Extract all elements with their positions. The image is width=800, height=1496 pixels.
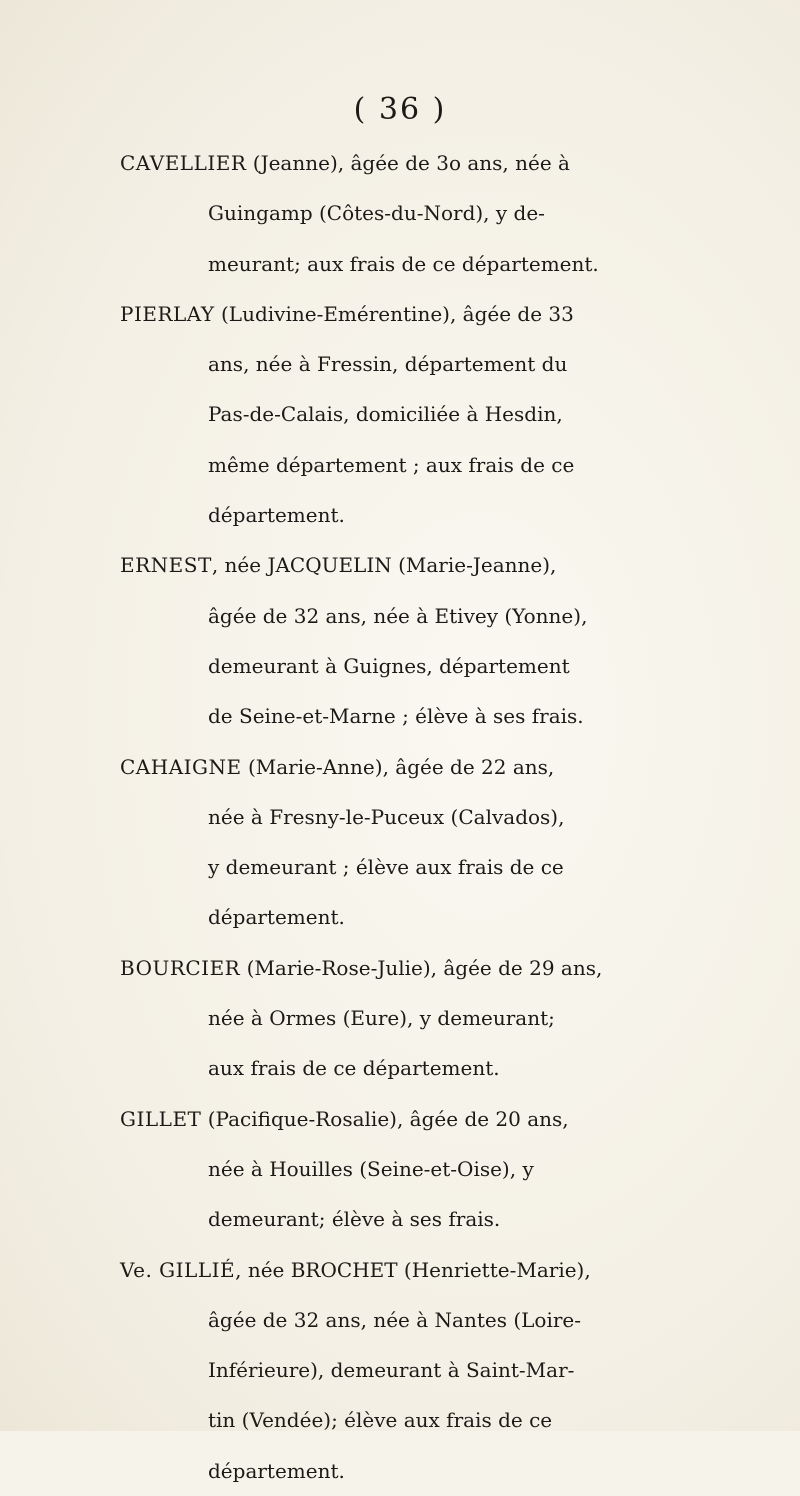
entry-first-line — [0, 138, 800, 188]
entry-text: aux frais de ce département. — [208, 1056, 500, 1081]
entry-continuation-line — [0, 892, 800, 942]
entry-text: âgée de 32 ans, née à Nantes (Loire- — [208, 1307, 582, 1332]
register-entry — [0, 1245, 800, 1496]
entry-text: , née BROCHET (Henriette-Marie), — [235, 1257, 591, 1282]
register-entry — [0, 138, 800, 289]
entry-surname: BOURCIER — [120, 955, 241, 980]
entry-text: Pas-de-Calais, domiciliée à Hesdin, — [208, 402, 563, 427]
entry-first-line — [0, 742, 800, 792]
entry-text: née à Ormes (Eure), y demeurant; — [208, 1006, 555, 1031]
entry-continuation-line — [0, 188, 800, 238]
entry-continuation-line — [0, 993, 800, 1043]
entry-text: demeurant à Guignes, département — [208, 653, 570, 678]
entry-continuation-line — [0, 1446, 800, 1496]
entry-continuation-line — [0, 239, 800, 289]
entry-continuation-line — [0, 792, 800, 842]
entry-surname: Ve. GILLIÉ — [120, 1257, 236, 1282]
entry-first-line — [0, 289, 800, 339]
entry-text: (Pacifique-Rosalie), âgée de 20 ans, — [201, 1106, 569, 1131]
entry-continuation-line — [0, 641, 800, 691]
entry-text: département. — [208, 1458, 345, 1483]
entry-continuation-line — [0, 1194, 800, 1244]
entry-text: (Marie-Rose-Julie), âgée de 29 ans, — [240, 955, 603, 980]
entry-text: (Marie-Anne), âgée de 22 ans, — [241, 754, 555, 779]
entry-text: meurant; aux frais de ce département. — [208, 251, 599, 276]
register-entry — [0, 289, 800, 540]
entry-surname: CAHAIGNE — [120, 754, 242, 779]
entry-continuation-line — [0, 691, 800, 741]
entry-text: département. — [208, 503, 345, 528]
entry-text: née à Houilles (Seine-et-Oise), y — [208, 1156, 534, 1181]
register-entry — [0, 540, 800, 741]
entry-continuation-line — [0, 1144, 800, 1194]
entry-surname: PIERLAY — [120, 301, 215, 326]
entry-first-line — [0, 540, 800, 590]
register-entry — [0, 742, 800, 943]
entry-text: âgée de 32 ans, née à Etivey (Yonne), — [208, 603, 588, 628]
entry-continuation-line — [0, 1395, 800, 1445]
page-number: ( 36 ) — [353, 92, 447, 127]
entry-text: (Ludivine-Emérentine), âgée de 33 — [214, 301, 574, 326]
entry-continuation-line — [0, 591, 800, 641]
entry-continuation-line — [0, 490, 800, 540]
entry-text: même département ; aux frais de ce — [208, 452, 575, 477]
register-entry — [0, 1094, 800, 1245]
entry-text: , née JACQUELIN (Marie-Jeanne), — [211, 553, 557, 578]
entry-continuation-line — [0, 389, 800, 439]
entry-surname: ERNEST — [120, 553, 212, 578]
entry-text: née à Fresny-le-Puceux (Calvados), — [208, 804, 565, 829]
entry-text: tin (Vendée); élève aux frais de ce — [208, 1408, 553, 1433]
entry-first-line — [0, 943, 800, 993]
entry-text: ans, née à Fressin, département du — [208, 352, 568, 377]
entry-first-line — [0, 1245, 800, 1295]
entry-continuation-line — [0, 440, 800, 490]
entry-text: demeurant; élève à ses frais. — [208, 1207, 501, 1232]
entry-text: (Jeanne), âgée de 3o ans, née à — [246, 151, 570, 175]
entry-surname: GILLET — [120, 1106, 202, 1131]
entry-first-line — [0, 1094, 800, 1144]
entry-continuation-line — [0, 842, 800, 892]
entry-continuation-line — [0, 1295, 800, 1345]
entry-surname: CAVELLIER — [120, 151, 247, 175]
entry-continuation-line — [0, 1345, 800, 1395]
entry-continuation-line — [0, 1043, 800, 1093]
entry-text: y demeurant ; élève aux frais de ce — [208, 855, 564, 880]
entry-continuation-line — [0, 339, 800, 389]
entry-text: de Seine-et-Marne ; élève à ses frais. — [208, 704, 584, 729]
entry-text: département. — [208, 905, 345, 930]
entry-list — [0, 138, 800, 1496]
register-entry — [0, 943, 800, 1094]
entry-text: Guingamp (Côtes-du-Nord), y de- — [208, 201, 545, 226]
entry-text: Inférieure), demeurant à Saint-Mar- — [208, 1358, 575, 1383]
